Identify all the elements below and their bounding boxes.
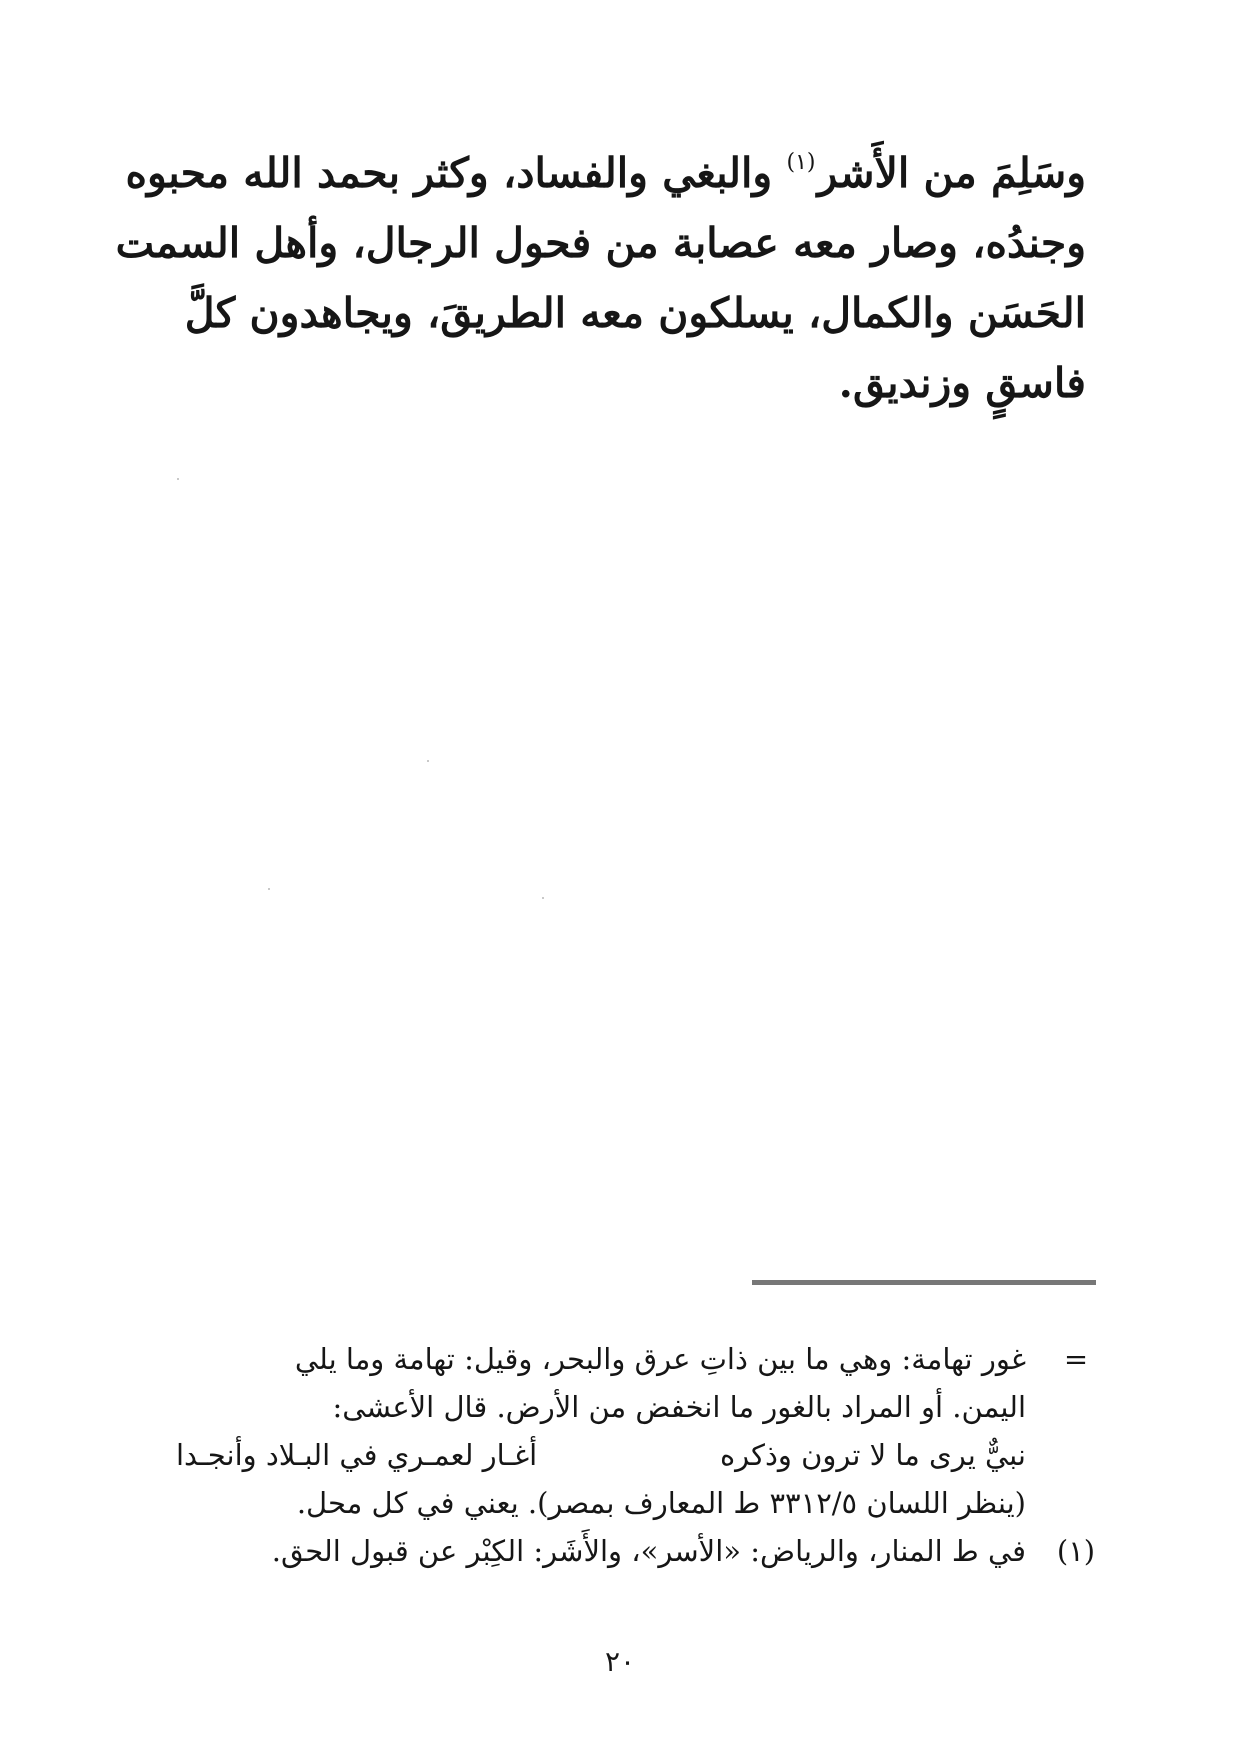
footnote-continuation-text-1: غور تهامة: وهي ما بين ذاتِ عرق والبحر، وقيل: تهامة وما يلي [294, 1342, 1026, 1376]
footnote-citation-text: (ينظر اللسان ٣٣١٢/٥ ط المعارف بمصر). يعني في كل محل. [296, 1486, 1026, 1520]
footnote-reference-1: (١) [786, 150, 816, 175]
main-text-line-2: وجندُه، وصار معه عصابة من فحول الرجال، وأهل السمت [115, 219, 1086, 267]
verse-second-hemistich: أغـار لعمـري في البـلاد وأنجـدا [176, 1438, 538, 1472]
footnote-1 [176, 1527, 1096, 1575]
verse-first-hemistich: نبيٌّ يرى ما لا ترون وذكره [719, 1438, 1026, 1472]
footnote-1-number: (١) [1056, 1534, 1096, 1568]
main-text-line-3: الحَسَن والكمال، يسلكون معه الطريقَ، ويجاهدون كلَّ [184, 289, 1086, 337]
main-text [115, 128, 1086, 418]
footnote-separator-rule [752, 1280, 1096, 1285]
main-text-line-1 [125, 128, 1086, 208]
main-text-line-4: فاسقٍ وزنديق. [838, 359, 1086, 407]
footnote-continuation-line-4 [176, 1479, 1096, 1527]
poetry-verse [176, 1431, 1026, 1479]
footnotes-section [176, 1335, 1096, 1575]
scan-speck [177, 478, 179, 480]
footnote-verse-line [176, 1431, 1096, 1479]
main-text-line-1-end: والبغي والفساد، وكثر بحمد الله محبوه [125, 149, 787, 197]
page-number: ٢٠ [604, 1645, 636, 1678]
footnote-continuation-text-2: اليمن. أو المراد بالغور ما انخفض من الأرض. قال الأعشى: [332, 1390, 1026, 1424]
footnote-1-text: في ط المنار، والرياض: «الأسر»، والأَشَر: الكِبْر عن قبول الحق. [271, 1534, 1026, 1568]
footnote-continuation-line-2 [176, 1383, 1096, 1431]
continuation-mark: = [1063, 1342, 1089, 1376]
scan-speck [427, 760, 429, 762]
footnote-continuation-line-1 [176, 1335, 1096, 1383]
scan-speck [268, 888, 270, 890]
main-text-line-1-start: وسَلِمَ من الأَشر [817, 149, 1086, 197]
scan-speck [542, 897, 544, 899]
